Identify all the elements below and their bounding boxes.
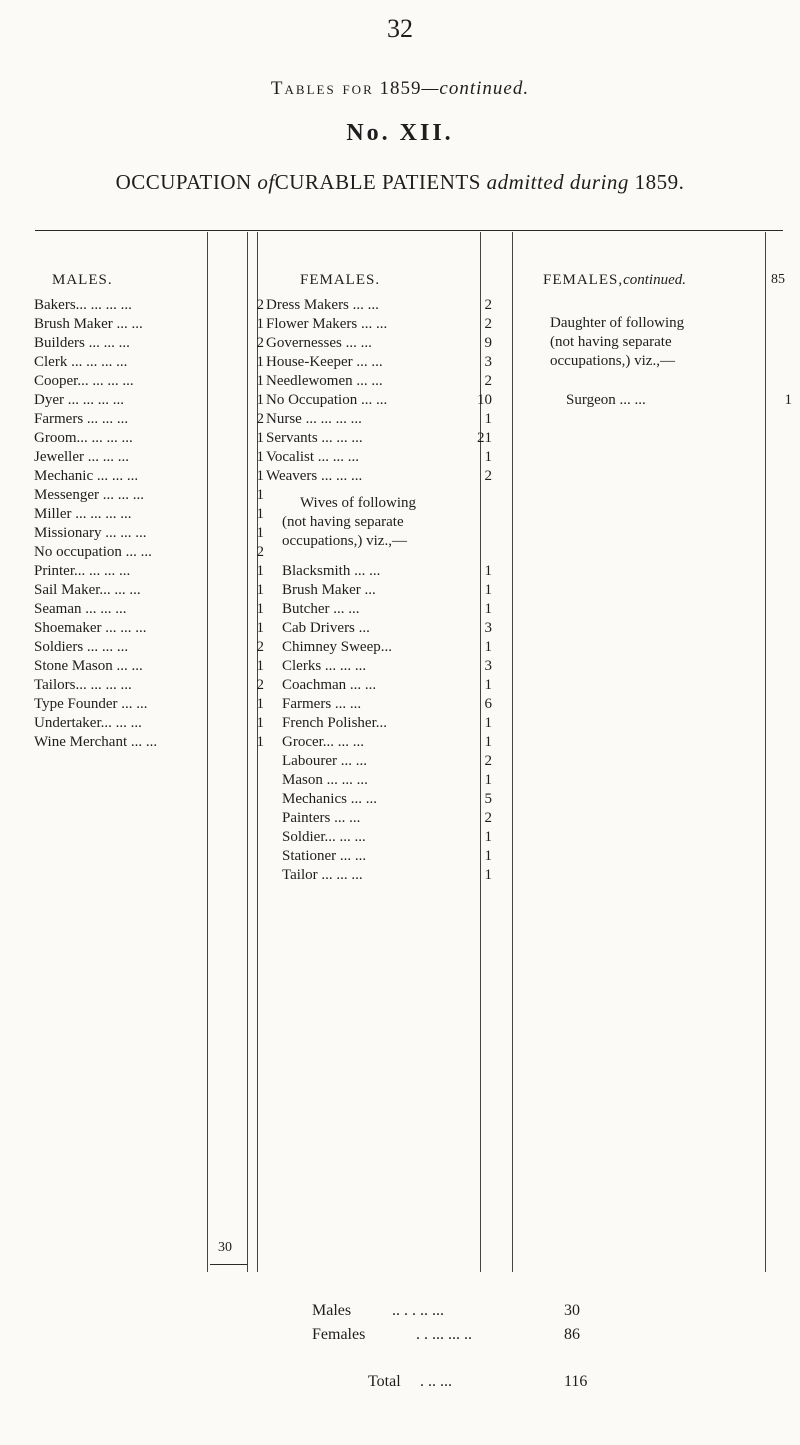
continued-heading-text: FEMALES, — [543, 272, 624, 288]
continued-heading-italic: continued. — [623, 272, 686, 288]
header-prefix: Tables for — [270, 78, 374, 99]
summary-males-dots: .. . . .. ... — [392, 1302, 444, 1319]
summary-males-label: Males — [312, 1302, 352, 1319]
top-rule — [35, 230, 783, 231]
edge-number: 85 — [771, 272, 785, 287]
summary-females-value: 86 — [564, 1326, 580, 1343]
title-part-4: admitted during — [486, 170, 629, 194]
summary-total-dots: . .. ... — [420, 1373, 452, 1390]
males-total-rule — [210, 1264, 247, 1265]
summary-total-label: Total — [368, 1373, 401, 1390]
males-left-divider — [207, 232, 208, 1272]
title-part-5: 1859. — [634, 170, 685, 194]
summary-females-dots: . . ... ... .. — [416, 1326, 472, 1343]
males-heading: MALES. — [52, 272, 113, 288]
summary-females-label: Females — [312, 1326, 366, 1343]
table-title — [0, 170, 800, 195]
females-continued-heading — [543, 272, 686, 289]
summary-total-value: 116 — [564, 1373, 588, 1390]
summary-total-row — [368, 1373, 628, 1391]
continued-right-divider — [765, 232, 766, 1272]
females-heading: FEMALES. — [300, 272, 381, 288]
title-part-2: of — [257, 170, 275, 194]
summary-males-value: 30 — [564, 1302, 580, 1319]
summary-males-row — [312, 1302, 612, 1320]
header-suffix: —continued. — [421, 78, 530, 99]
summary-females-row — [312, 1326, 612, 1344]
running-header — [0, 78, 800, 100]
title-part-1: OCCUPATION — [115, 170, 252, 194]
males-total: 30 — [218, 1240, 232, 1255]
continued-left-divider — [512, 232, 513, 1272]
table-number: No. XII. — [346, 120, 454, 146]
page-number: 32 — [387, 14, 413, 43]
header-year: 1859 — [379, 78, 422, 99]
title-part-3: CURABLE PATIENTS — [274, 170, 481, 194]
